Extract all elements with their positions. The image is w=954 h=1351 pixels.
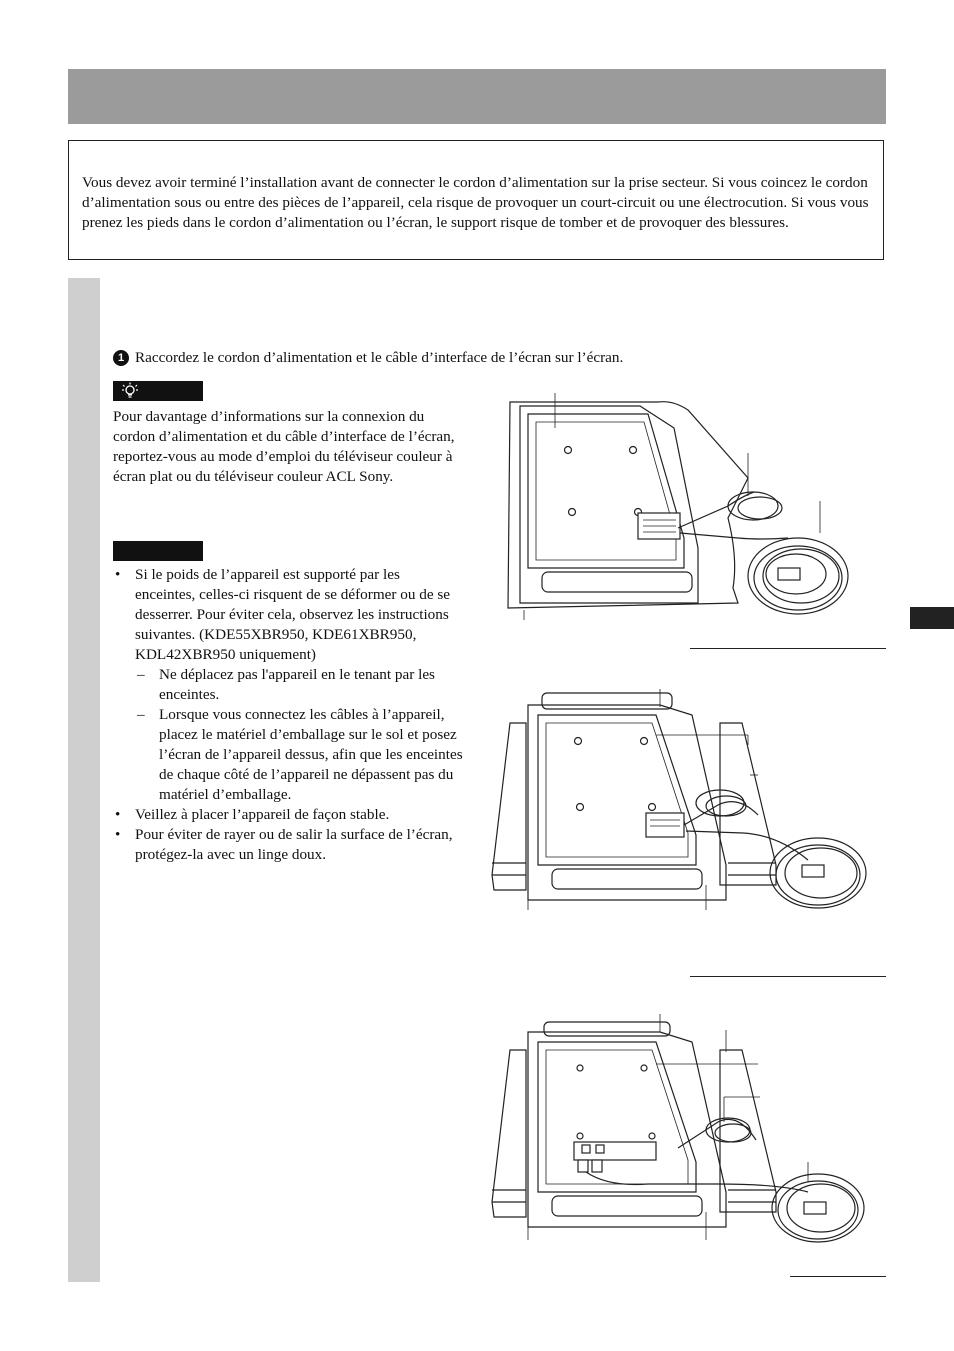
note-item: • Veillez à placer l’appareil de façon stable.: [113, 805, 463, 825]
side-strip: [68, 278, 100, 1282]
hint-text: Pour davantage d’informations sur la connexion du cordon d’alimentation et du câble d’interface de l’écran, reportez-vous au mode d’emploi du téléviseur couleur à écran plat ou du téléviseur couleur ACL Sony.: [113, 408, 455, 485]
subnote-item: – Lorsque vous connectez les câbles à l’appareil, placez le matériel d’emballage sur le sol et posez l’écran de l’appareil dessus, afin que les enceintes de chaque côté de l’appareil ne dépassent pas du matériel d’emballage.: [135, 705, 463, 805]
figure-caption-rule: [690, 976, 886, 977]
lightbulb-icon: [121, 382, 141, 400]
figure-display-on-cloth: [498, 388, 868, 628]
hint-label-bar: [113, 381, 203, 401]
step-number: 1: [113, 350, 129, 366]
section-header-bar: [68, 69, 886, 124]
figure-display-rear-connectors: [488, 1012, 868, 1247]
figure-display-on-packing: [488, 685, 868, 915]
note-label-bar: [113, 541, 203, 561]
step-1: [113, 348, 873, 368]
step-1-text: Raccordez le cordon d’alimentation et le câble d’interface de l’écran sur l’écran.: [135, 349, 624, 366]
chapter-tab: [910, 607, 954, 629]
subnotes-list: [135, 665, 463, 805]
notes-list: [113, 565, 463, 865]
figure-caption-rule: [690, 648, 886, 649]
warning-box: [68, 140, 884, 260]
figure-caption-rule: [790, 1276, 886, 1277]
warning-text: Vous devez avoir terminé l’installation avant de connecter le cordon d’alimentation sur la prise secteur. Si vous coincez le cordon d’alimentation sous ou entre des pièces de l’appareil, cela risque de provoquer un court-circuit ou une électrocution. Si vous vous prenez les pieds dans le cordon d’alimentation ou l’écran, le support risque de tomber et de provoquer des blessures.: [82, 174, 869, 231]
note-item: • Si le poids de l’appareil est supporté par les enceintes, celles-ci risquent de se déformer ou de se desserrer. Pour éviter cela, observez les instructions suivantes. (KDE55XBR950, KDE61XBR950, KDL42XBR950 uniquement) – Ne déplacez pas l'appareil en le tenant par les enceintes. – Lorsque vous connectez les câbles à l’appareil, placez le matériel d’emballage sur le sol et posez l’écran de l’appareil dessus, afin que les enceintes de chaque côté de l’appareil ne dépassent pas du matériel d’emballage.: [113, 565, 463, 805]
subnote-item: – Ne déplacez pas l'appareil en le tenant par les enceintes.: [135, 665, 463, 705]
note-item: • Pour éviter de rayer ou de salir la surface de l’écran, protégez-la avec un linge doux.: [113, 825, 463, 865]
